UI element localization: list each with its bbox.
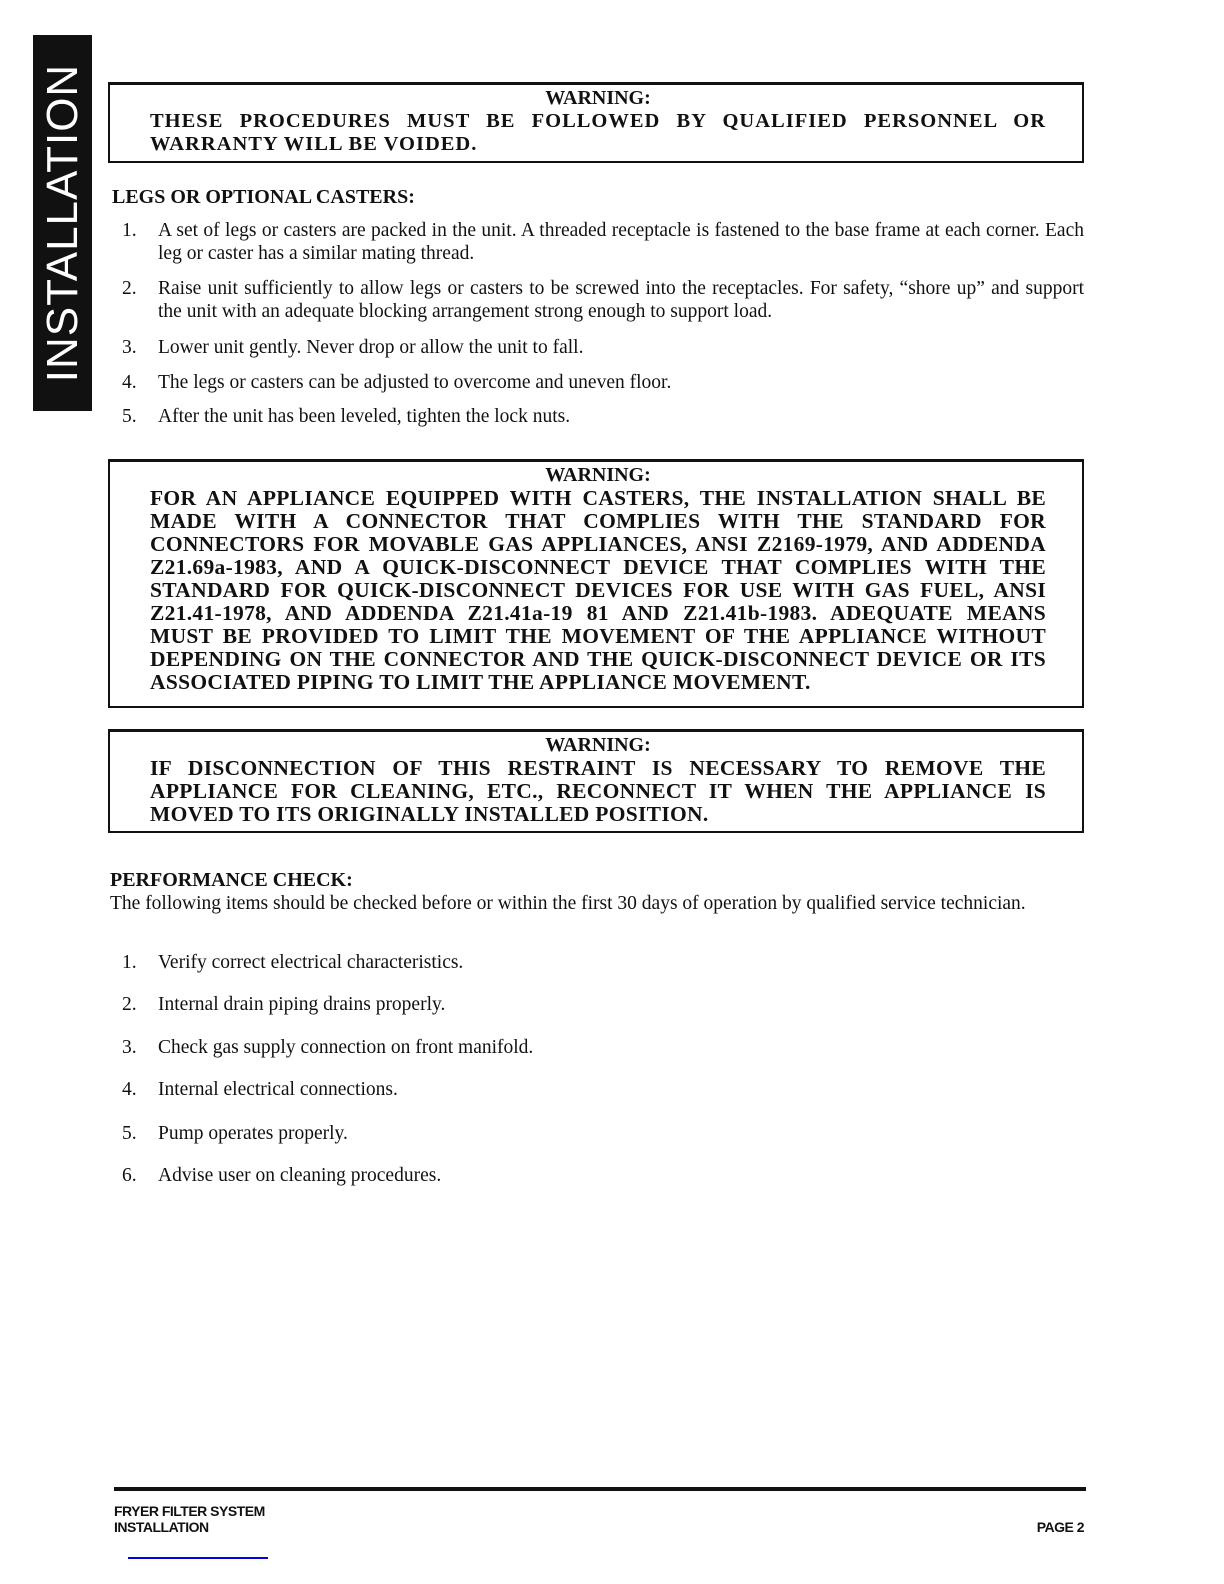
list-item: [122, 1122, 1084, 1145]
warning-box-casters: [108, 459, 1084, 708]
item-number: 5.: [122, 1123, 137, 1144]
item-text: The legs or casters can be adjusted to overcome and uneven floor.: [158, 372, 672, 393]
warning-title: WARNING:: [545, 87, 651, 109]
item-number: 3.: [122, 1037, 137, 1058]
item-number: 1.: [122, 220, 137, 241]
warning-title: WARNING:: [545, 734, 651, 756]
footer-doc-title: FRYER FILTER SYSTEM: [114, 1503, 265, 1519]
list-item: [122, 371, 1084, 394]
item-number: 3.: [122, 337, 137, 358]
item-number: 5.: [122, 406, 137, 427]
list-item: [122, 951, 1084, 974]
footer-section: INSTALLATION: [114, 1519, 209, 1535]
item-text: Pump operates properly.: [158, 1123, 348, 1144]
item-number: 1.: [122, 952, 137, 973]
legs-heading: LEGS OR OPTIONAL CASTERS:: [112, 186, 415, 208]
list-item: [122, 336, 1084, 359]
list-item: [122, 219, 1084, 265]
item-text: Internal drain piping drains properly.: [158, 994, 446, 1015]
item-text: Lower unit gently. Never drop or allow the unit to fall.: [158, 337, 584, 358]
item-text: After the unit has been leveled, tighten the lock nuts.: [158, 406, 571, 427]
list-item: [122, 277, 1084, 323]
performance-heading: PERFORMANCE CHECK:: [110, 869, 353, 891]
item-number: 2.: [122, 994, 137, 1015]
list-item: [122, 993, 1084, 1016]
footer-rule: [114, 1487, 1086, 1491]
item-number: 2.: [122, 278, 137, 299]
item-text: Verify correct electrical characteristics.: [158, 952, 464, 973]
item-number: 4.: [122, 1079, 137, 1100]
warning-text: THESE PROCEDURES MUST BE FOLLOWED BY QUALIFIED PERSONNEL OR WARRANTY WILL BE VOIDED.: [150, 110, 1046, 155]
item-text: Advise user on cleaning procedures.: [158, 1165, 442, 1186]
list-item: [122, 405, 1084, 428]
item-text: A set of legs or casters are packed in the unit. A threaded receptacle is fastened to the base frame at each corner. Each leg or caster has a similar mating thread.: [158, 220, 1084, 264]
item-number: 4.: [122, 372, 137, 393]
warning-box-restraint: [108, 729, 1084, 833]
item-text: Raise unit sufficiently to allow legs or casters to be screwed into the receptacles. For safety, “shore up” and support the unit with an adequate blocking arrangement strong enough to support load.: [158, 278, 1084, 322]
list-item: [122, 1164, 1084, 1187]
warning-text: FOR AN APPLIANCE EQUIPPED WITH CASTERS, THE INSTALLATION SHALL BE MADE WITH A CONNECTOR THAT COMPLIES WITH THE STANDARD FOR CONNECTORS FOR MOVABLE GAS APPLIANCES, ANSI Z2169-1979, AND ADDENDA Z21.69a-1983, AND A QUICK-DISCONNECT DEVICE THAT COMPLIES WITH THE STANDARD FOR QUICK-DISCONNECT DEVICES FOR USE WITH GAS FUEL, ANSI Z21.41-1978, AND ADDENDA Z21.41a-19 81 AND Z21.41b-1983. ADEQUATE MEANS MUST BE PROVIDED TO LIMIT THE MOVEMENT OF THE APPLIANCE WITHOUT DEPENDING ON THE CONNECTOR AND THE QUICK-DISCONNECT DEVICE OR ITS ASSOCIATED PIPING TO LIMIT THE APPLIANCE MOVEMENT.: [150, 486, 1046, 694]
warning-text: IF DISCONNECTION OF THIS RESTRAINT IS NECESSARY TO REMOVE THE APPLIANCE FOR CLEANING, ETC., RECONNECT IT WHEN THE APPLIANCE IS MOVED TO ITS ORIGINALLY INSTALLED POSITION.: [150, 756, 1046, 826]
page-number: PAGE 2: [1036, 1519, 1084, 1535]
performance-intro: The following items should be checked before or within the first 30 days of operation by qualified service technician.: [110, 893, 1026, 914]
warning-title: WARNING:: [545, 464, 651, 486]
list-item: [122, 1078, 1084, 1101]
footer-title: [114, 1503, 265, 1535]
list-item: [122, 1036, 1084, 1059]
item-text: Check gas supply connection on front manifold.: [158, 1037, 534, 1058]
item-number: 6.: [122, 1165, 137, 1186]
blue-underline: [128, 1557, 268, 1559]
item-text: Internal electrical connections.: [158, 1079, 398, 1100]
warning-box-personnel: [108, 82, 1084, 163]
section-tab: [33, 35, 92, 411]
section-tab-label: INSTALLATION: [37, 63, 87, 383]
